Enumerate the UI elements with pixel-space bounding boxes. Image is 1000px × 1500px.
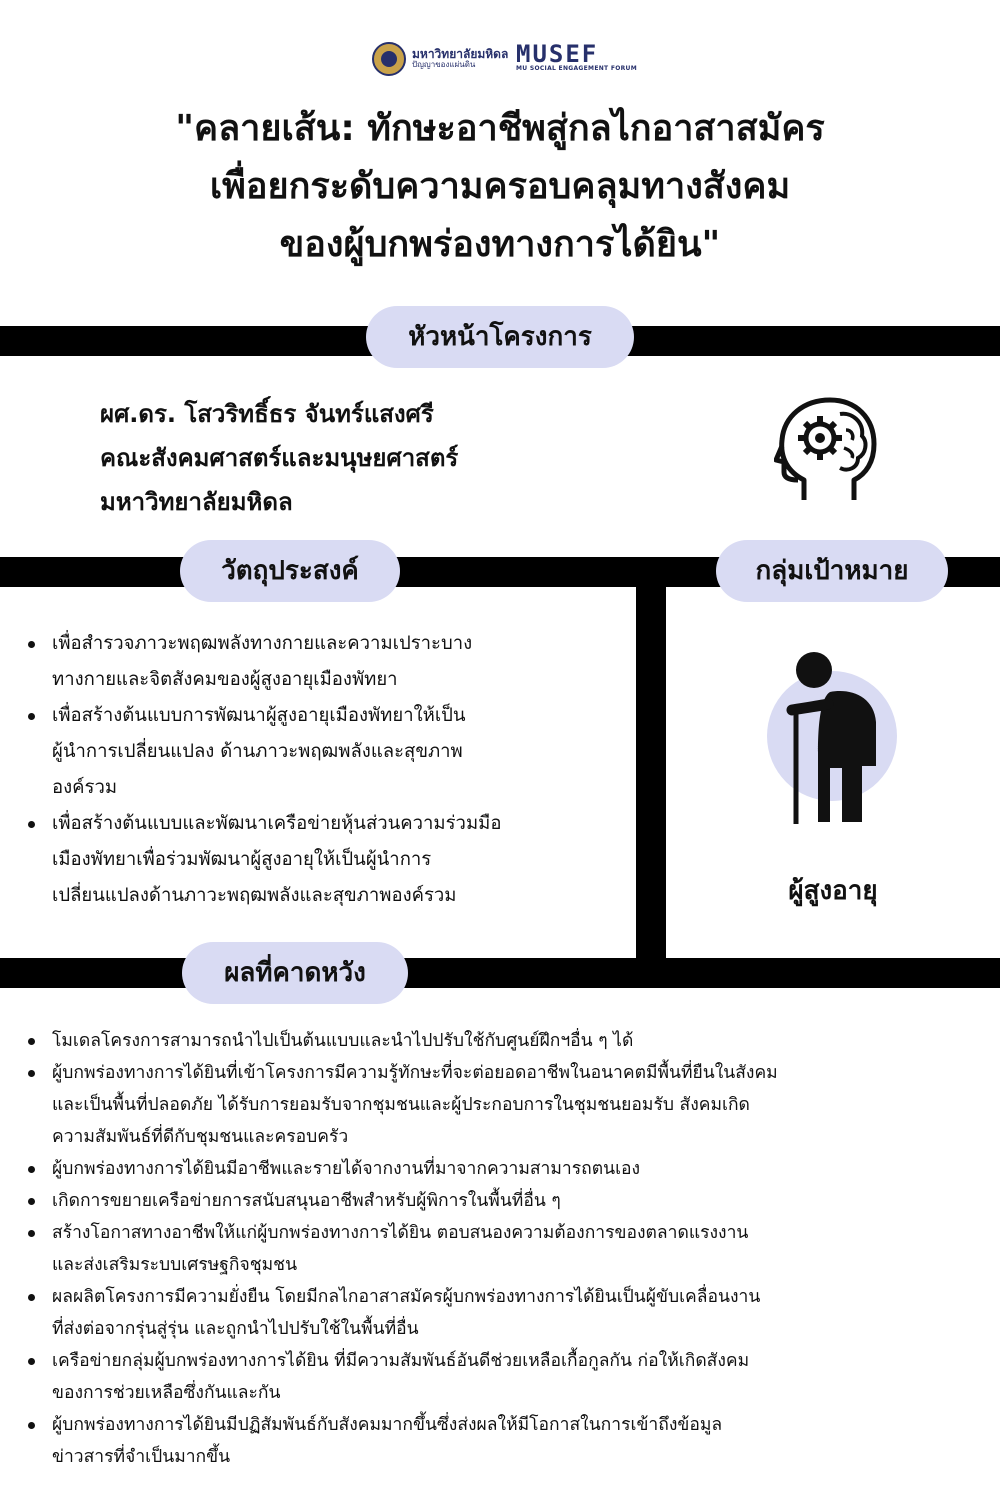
list-item: เพื่อสร้างต้นแบบและพัฒนาเครือข่ายหุ้นส่วนความร่วมมือ เมืองพัทยาเพื่อร่วมพัฒนาผู้สูงอายุให้เป็นผู้นำการ เปลี่ยนแปลงด้านภาวะพฤฒพลังและสุขภาพองค์รวม (26, 806, 636, 914)
project-lead-info (100, 392, 458, 524)
project-lead-university: มหาวิทยาลัยมหิดล (100, 488, 293, 516)
mahidol-logo (372, 42, 508, 76)
list-item: เครือข่ายกลุ่มผู้บกพร่องทางการได้ยิน ที่มีความสัมพันธ์อันดีช่วยเหลือเกื้อกูลกัน ก่อให้เกิดสังคม ของการช่วยเหลือซึ่งกันและกัน (26, 1345, 986, 1409)
list-item: ผู้บกพร่องทางการได้ยินมีอาชีพและรายได้จากงานที่มาจากความสามารถตนเอง (26, 1153, 986, 1185)
title-line-2: เพื่อยกระดับความครอบคลุมทางสังคม (209, 166, 791, 207)
page-title (40, 100, 960, 274)
section-bar-expected-results (0, 958, 1000, 988)
title-line-3: ของผู้บกพร่องทางการได้ยิน" (279, 224, 721, 265)
mahidol-logo-text: มหาวิทยาลัยมหิดล (412, 47, 509, 61)
project-lead-name: ผศ.ดร. โสวริทธิ์ธร จันทร์แสงศรี (100, 400, 434, 428)
musef-logo-text: MUSEF (516, 40, 599, 68)
musef-logo-subtext: MU SOCIAL ENGAGEMENT FORUM (516, 65, 637, 72)
target-group-label: ผู้สูงอายุ (788, 876, 878, 906)
list-item: สร้างโอกาสทางอาชีพให้แก่ผู้บกพร่องทางการได้ยิน ตอบสนองความต้องการของตลาดแรงงาน และส่งเสริมระบบเศรษฐกิจชุมชน (26, 1217, 986, 1281)
expected-results-heading: ผลที่คาดหวัง (182, 942, 408, 1004)
target-group-heading: กลุ่มเป้าหมาย (716, 540, 948, 602)
list-item: เพื่อสำรวจภาวะพฤฒพลังทางกายและความเปราะบาง ทางกายและจิตสังคมของผู้สูงอายุเมืองพัทยา (26, 626, 636, 698)
list-item: ผู้บกพร่องทางการได้ยินมีปฏิสัมพันธ์กับสังคมมากขึ้นซึ่งส่งผลให้มีโอกาสในการเข้าถึงข้อมูล ข่าวสารที่จำเป็นมากขึ้น (26, 1409, 986, 1473)
objectives-heading: วัตถุประสงค์ (180, 540, 400, 602)
project-lead-heading: หัวหน้าโครงการ (366, 306, 634, 368)
title-line-1: "คลายเส้น: ทักษะอาชีพสู่กลไกอาสาสมัคร (175, 108, 825, 149)
expected-results-list (26, 1025, 986, 1473)
list-item: ผลผลิตโครงการมีความยั่งยืน โดยมีกลไกอาสาสมัครผู้บกพร่องทางการได้ยินเป็นผู้ขับเคลื่อนงาน ที่ส่งต่อจากรุ่นสู่รุ่น และถูกนำไปปรับใช้ในพื้นที่อื่น (26, 1281, 986, 1345)
list-item: เกิดการขยายเครือข่ายการสนับสนุนอาชีพสำหรับผู้พิการในพื้นที่อื่น ๆ (26, 1185, 986, 1217)
mahidol-seal-icon (372, 42, 406, 76)
project-lead-faculty: คณะสังคมศาสตร์และมนุษยศาสตร์ (100, 444, 459, 472)
objectives-list (26, 626, 636, 914)
list-item: เพื่อสร้างต้นแบบการพัฒนาผู้สูงอายุเมืองพัทยาให้เป็น ผู้นำการเปลี่ยนแปลง ด้านภาวะพฤฒพลังและสุขภาพ องค์รวม (26, 698, 636, 806)
column-divider (636, 570, 666, 960)
brain-gear-head-icon (774, 396, 880, 506)
mahidol-logo-subtext: ปัญญาของแผ่นดิน (412, 60, 476, 70)
musef-logo (516, 42, 637, 72)
list-item: โมเดลโครงการสามารถนำไปเป็นต้นแบบและนำไปปรับใช้กับศูนย์ฝึกฯอื่น ๆ ได้ (26, 1025, 986, 1057)
elderly-person-cane-icon (766, 648, 900, 826)
list-item: ผู้บกพร่องทางการได้ยินที่เข้าโครงการมีความรู้ทักษะที่จะต่อยอดอาชีพในอนาคตมีพื้นที่ยืนในสังคม และเป็นพื้นที่ปลอดภัย ได้รับการยอมรับจากชุมชนและผู้ประกอบการในชุมชนยอมรับ สังคมเกิด ความสัมพันธ์ที่ดีกับชุมชนและครอบครัว (26, 1057, 986, 1153)
